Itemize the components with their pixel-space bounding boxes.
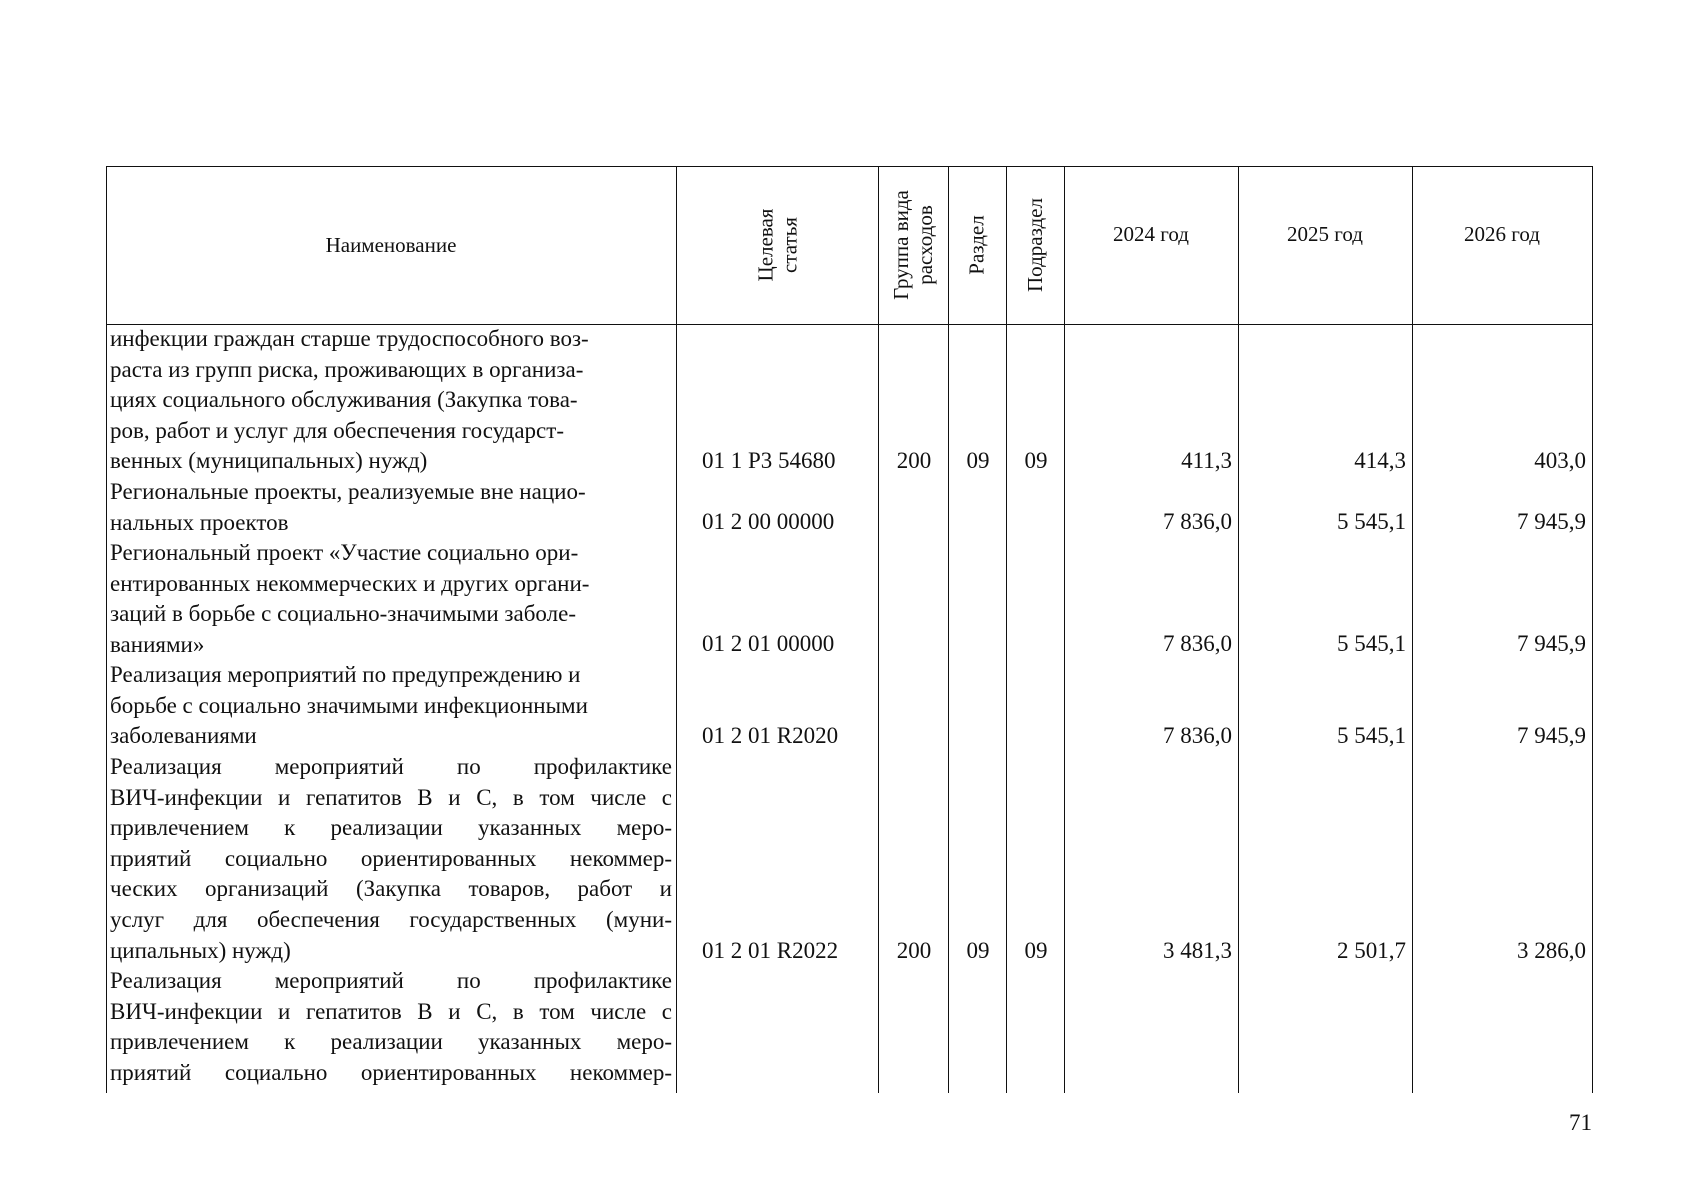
row-3-name-line: заций в борьбе с социально-значимыми заболе- [110,601,576,627]
row-5-group: 200 [896,938,932,963]
row-5-name-line: ВИЧ-инфекции и гепатитов В и С, в том числе с [110,784,672,810]
header-2026 [1412,166,1592,324]
row-4-name [110,660,672,752]
row-5-target: 01 2 01 R2022 [702,938,839,963]
header-target-text [753,209,801,282]
row-3-2025: 5 545,1 [1337,631,1406,656]
header-target-line-1: Целевая [753,208,777,282]
header-group-line-2: расходов [913,205,937,285]
row-1-2024: 411,3 [1181,448,1232,473]
header-section [948,166,1006,324]
header-section-text: Раздел [965,215,989,275]
row-6-name-line: приятий социально ориентированных некоммер- [110,1059,672,1085]
row-1-name [110,324,672,477]
row-2-2024: 7 836,0 [1163,509,1232,534]
header-expense-group [878,166,948,324]
page-number: 71 [1569,1110,1592,1135]
row-2-name-line: Региональные проекты, реализуемые вне нацио- [110,479,586,504]
header-target-line-2: статья [777,217,801,273]
header-subsection-text: Подраздел [1023,198,1047,292]
row-2-2025: 5 545,1 [1337,509,1406,534]
row-3-name-line: ваниями» [110,631,205,657]
row-1-name-line: циях социального обслуживания (Закупка това- [110,387,578,413]
row-4-target: 01 2 01 R2020 [702,723,839,748]
row-1-group: 200 [896,448,932,473]
row-4-name-line: заболеваниями [110,723,257,749]
header-target [676,166,878,324]
row-5-2024: 3 481,3 [1163,938,1232,963]
row-4-2024: 7 836,0 [1163,723,1232,748]
row-6-name-line: привлечением к реализации указанных меро- [110,1029,672,1055]
row-5-name-line: приятий социально ориентированных некоммер- [110,845,672,871]
header-group-line-1: Группа вида [889,190,913,300]
row-1-2025: 414,3 [1354,448,1406,473]
row-6-name-line: Реализация мероприятий по профилактике [110,968,672,993]
header-name-text: Наименование [325,233,457,257]
row-6-name-line: ВИЧ-инфекции и гепатитов В и С, в том числе с [110,998,672,1024]
header-name [106,166,676,324]
row-5-subsection: 09 [1024,938,1048,963]
row-1-2026: 403,0 [1534,448,1586,473]
row-1-target: 01 1 P3 54680 [702,448,836,473]
row-5-name-line: ципальных) нужд) [110,937,291,963]
row-6-name [110,966,672,1088]
row-5-section: 09 [966,938,990,963]
row-1-name-line: венных (муниципальных) нужд) [110,448,428,474]
header-2024 [1064,166,1238,324]
row-3-name [110,538,672,660]
row-5-name-line: Реализация мероприятий по профилактике [110,754,672,779]
row-5-2025: 2 501,7 [1337,938,1406,963]
row-4-name-line: борьбе с социально значимыми инфекционными [110,692,588,718]
row-5-name [110,752,672,966]
row-1-name-line: раста из групп риска, проживающих в организа- [110,356,584,382]
row-3-name-line: Региональный проект «Участие социально ори- [110,540,579,565]
row-4-name-line: Реализация мероприятий по предупреждению и [110,662,581,687]
header-2026-text: 2026 год [1464,222,1540,246]
row-2-name [110,477,672,538]
col-border-right [1592,166,1593,1093]
row-1-section: 09 [966,448,990,473]
row-5-2026: 3 286,0 [1517,938,1586,963]
row-1-subsection: 09 [1024,448,1048,473]
row-1-name-line: ров, работ и услуг для обеспечения государст- [110,417,564,443]
row-3-2024: 7 836,0 [1163,631,1232,656]
header-expense-group-text [889,190,937,300]
row-3-name-line: ентированных некоммерческих и других органи- [110,570,590,596]
row-2-name-line: нальных проектов [110,509,289,535]
header-2025 [1238,166,1412,324]
row-4-2025: 5 545,1 [1337,723,1406,748]
row-5-name-line: услуг для обеспечения государственных (муни- [110,906,672,932]
row-2-target: 01 2 00 00000 [702,509,835,534]
row-4-2026: 7 945,9 [1517,723,1586,748]
row-5-name-line: ческих организаций (Закупка товаров, работ и [110,876,672,902]
header-2025-text: 2025 год [1287,222,1363,246]
row-2-2026: 7 945,9 [1517,509,1586,534]
header-subsection [1006,166,1064,324]
row-5-name-line: привлечением к реализации указанных меро- [110,815,672,841]
row-3-2026: 7 945,9 [1517,631,1586,656]
row-1-name-line: инфекции граждан старше трудоспособного воз- [110,326,589,351]
row-3-target: 01 2 01 00000 [702,631,835,656]
header-2024-text: 2024 год [1113,222,1189,246]
